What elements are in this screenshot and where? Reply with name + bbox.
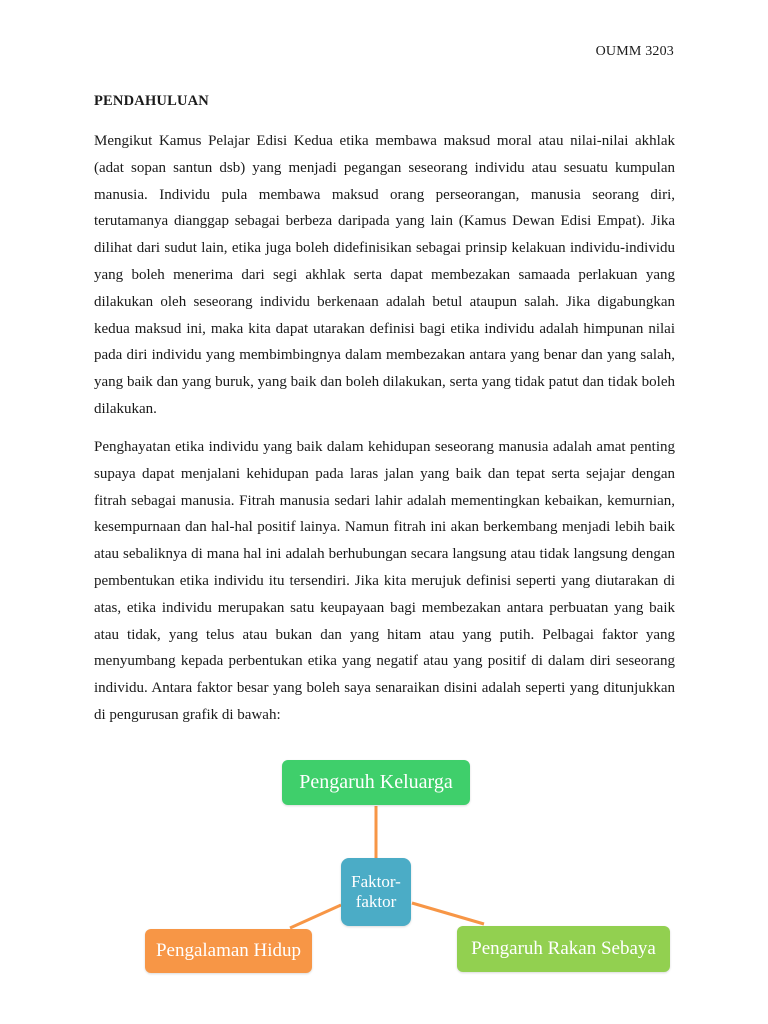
node-pengaruh-rakan-sebaya [457,926,670,972]
connector-right [412,903,484,924]
node-pengalaman-hidup [145,929,312,973]
node-pengalaman-hidup-label: Pengalaman Hidup [155,940,302,961]
node-faktor-label-line2: faktor [355,892,397,911]
node-faktor-center [341,858,411,926]
node-pengaruh-keluarga [282,760,470,805]
node-pengaruh-rakan-sebaya-label: Pengaruh Rakan Sebaya [471,938,656,959]
node-faktor-label-line1: Faktor- [351,872,401,891]
course-code: OUMM 3203 [595,44,674,59]
connector-left [290,905,341,928]
node-faktor-label [351,872,401,912]
section-title: PENDAHULUAN [94,93,209,109]
paragraph-1: Mengikut Kamus Pelajar Edisi Kedua etika membawa maksud moral atau nilai-nilai akhlak (adat sopan santun dsb) yang menjadi pegangan seseorang individu atau sesuatu kumpulan manusia. Individu pula membawa maksud orang perseorangan, manusia seorang diri, terutamanya dianggap sebagai berbeza daripada yang lain (Kamus Dewan Edisi Empat). Jika dilihat dari sudut lain, etika juga boleh didefinisikan sebagai prinsip kelakuan individu-individu yang boleh menerima dari segi akhlak serta dapat membezakan samaada perlakuan yang dilakukan oleh seseorang individu berkenaan adalah betul ataupun salah. Jika digabungkan kedua maksud ini, maka kita dapat utarakan definisi bagi etika individu adalah himpunan nilai pada diri individu yang membimbingnya dalam membezakan antara yang benar dan yang salah, yang baik dan yang buruk, yang baik dan boleh dilakukan, serta yang tidak patut dan tidak boleh dilakukan. [94,133,675,417]
paragraph-2: Penghayatan etika individu yang baik dalam kehidupan seseorang manusia adalah amat penting supaya dapat menjalani kehidupan pada laras jalan yang baik dan tepat serta sejajar dengan fitrah sebagai manusia. Fitrah manusia sedari lahir adalah mementingkan kebaikan, kemurnian, kesempurnaan dan hal-hal positif lainya. Namun fitrah ini akan berkembang menjadi lebih baik atau sebaliknya di mana hal ini adalah berhubungan secara langsung atau tidak langsung dengan pembentukan etika individu itu tersendiri. Jika kita merujuk definisi seperti yang diutarakan di atas, etika individu merupakan satu keupayaan bagi membezakan antara perbuatan yang baik atau tidak, yang telus atau bukan dan yang hitam atau yang putih. Pelbagai faktor yang menyumbang kepada perbentukan etika yang negatif atau yang positif di dalam diri seseorang individu. Antara faktor besar yang boleh saya senaraikan disini adalah seperti yang ditunjukkan di pengurusan grafik di bawah: [94,439,675,723]
node-pengaruh-keluarga-label: Pengaruh Keluarga [299,771,453,793]
